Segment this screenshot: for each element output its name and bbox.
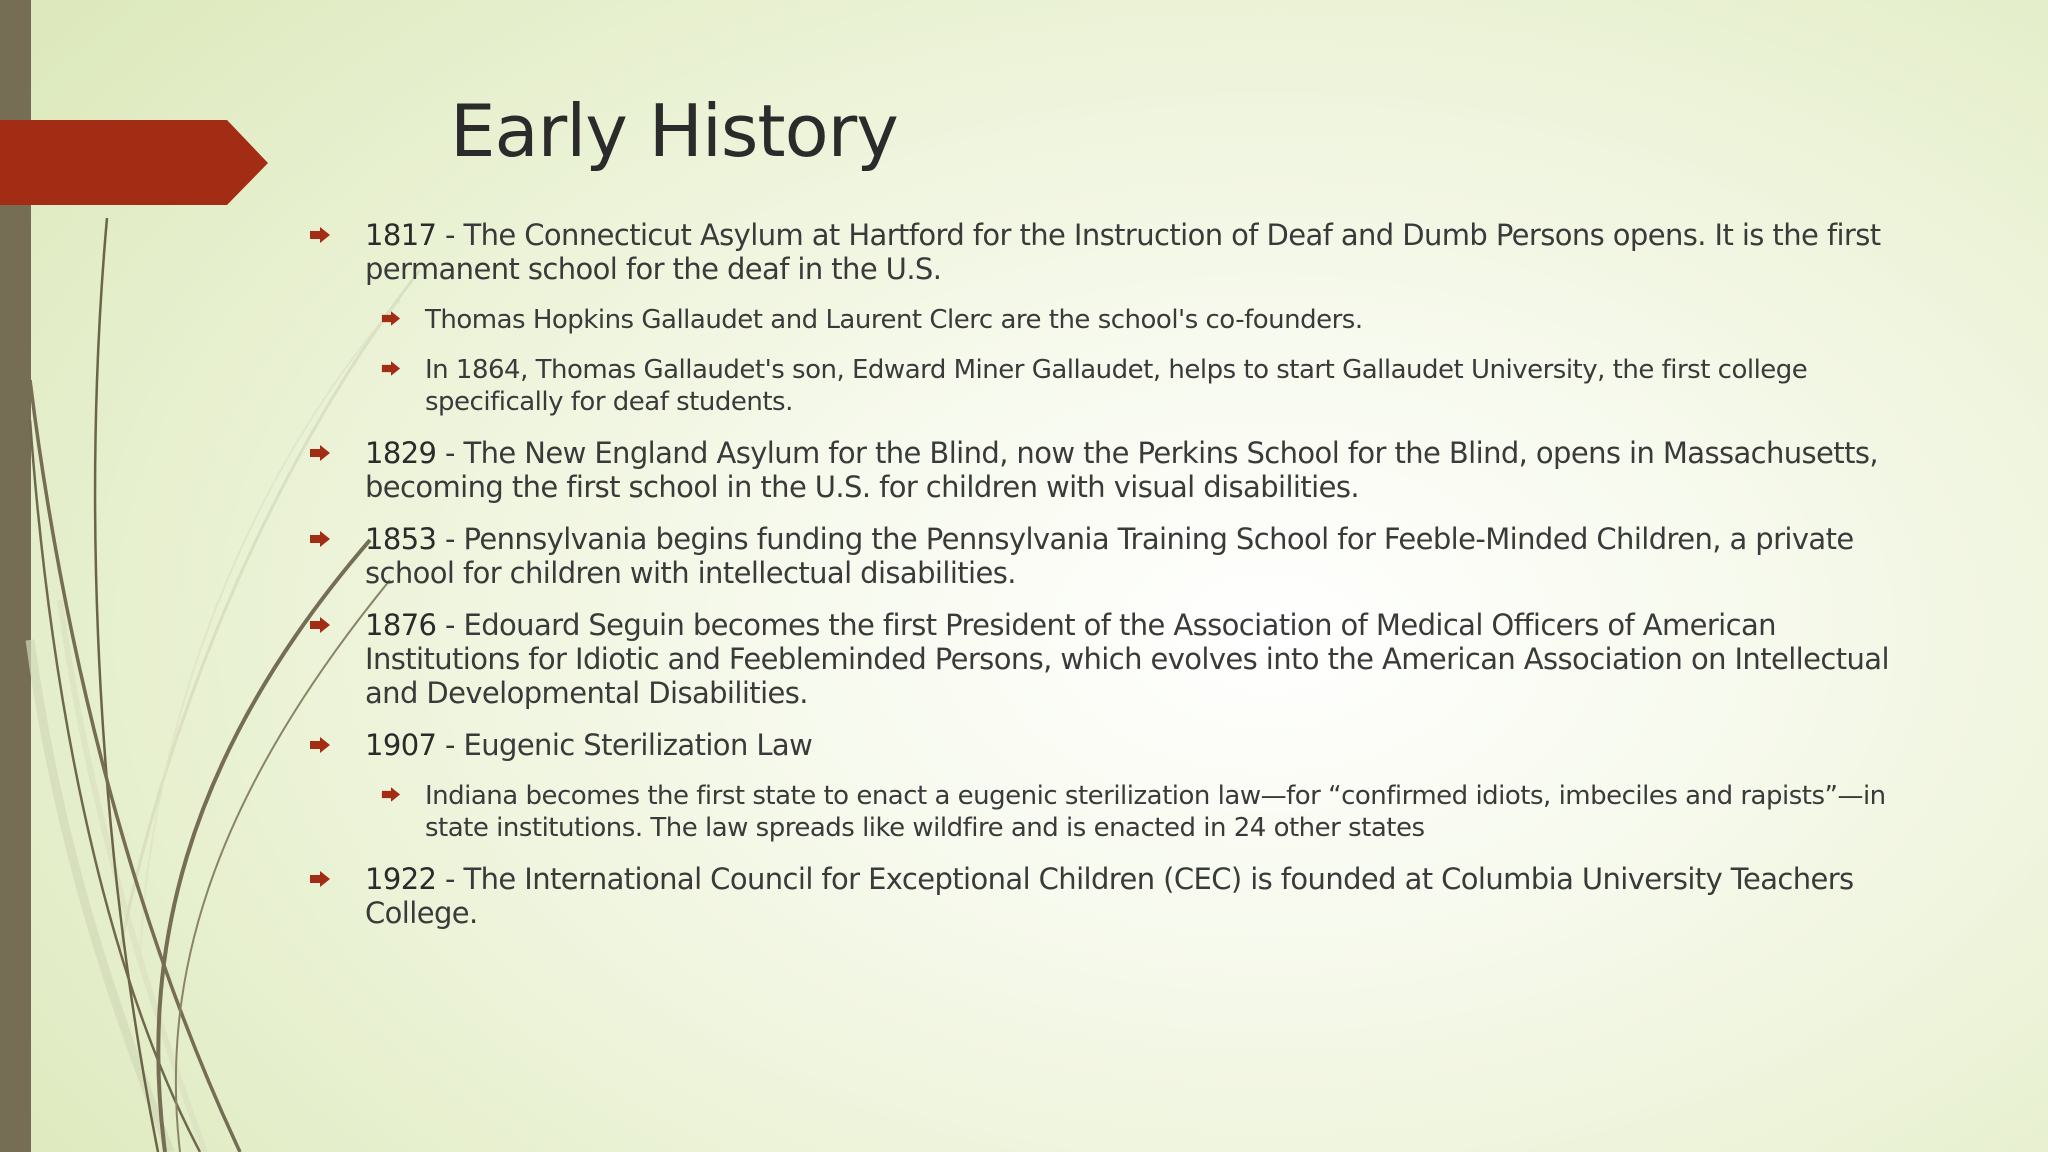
bullet-year: 1922	[365, 862, 437, 896]
bullet-item-1907	[305, 728, 1915, 762]
bullet-text: - Pennsylvania begins funding the Pennsylvania Training School for Feeble-Minded Children, a private school for children with intellectual disabilities.	[365, 522, 1854, 590]
arrow-right-bullet-icon	[309, 445, 331, 461]
bullet-text: - The New England Asylum for the Blind, now the Perkins School for the Blind, opens in Massachusetts, becoming the first school in the U.S. for children with visual disabilities.	[365, 436, 1878, 504]
bullet-text: - Eugenic Sterilization Law	[436, 728, 813, 762]
sub-bullet-text: Indiana becomes the first state to enact a eugenic sterilization law—for “confirmed idiots, imbeciles and rapists”—in state institutions. The law spreads like wildfire and is enacted in 24 other states	[425, 781, 1886, 843]
sub-bullet-item	[373, 780, 1915, 844]
bullet-year: 1907	[365, 728, 437, 762]
bullet-item-1876	[305, 608, 1915, 710]
sub-bullet-text: In 1864, Thomas Gallaudet's son, Edward Miner Gallaudet, helps to start Gallaudet University, the first college specifically for deaf students.	[425, 355, 1808, 417]
bullet-year: 1829	[365, 436, 437, 470]
arrow-right-bullet-icon	[381, 787, 401, 802]
bullet-year: 1853	[365, 522, 437, 556]
arrow-right-bullet-icon	[309, 737, 331, 753]
bullet-list	[305, 218, 1915, 948]
title-arrow-banner	[0, 120, 268, 205]
bullet-year: 1817	[365, 218, 437, 252]
sub-bullet-text: Thomas Hopkins Gallaudet and Laurent Clerc are the school's co-founders.	[425, 305, 1363, 335]
sub-bullet-item	[373, 354, 1915, 418]
slide-title: Early History	[450, 89, 898, 173]
bullet-item-1817	[305, 218, 1915, 286]
arrow-right-bullet-icon	[309, 227, 331, 243]
arrow-right-bullet-icon	[381, 311, 401, 326]
arrow-right-bullet-icon	[309, 531, 331, 547]
bullet-text: - The Connecticut Asylum at Hartford for the Instruction of Deaf and Dumb Persons opens. It is the first permanent school for the deaf in the U.S.	[365, 218, 1881, 286]
sidebar-stripe	[0, 0, 31, 1152]
arrow-right-bullet-icon	[309, 617, 331, 633]
sub-bullet-item	[373, 304, 1915, 336]
bullet-year: 1876	[365, 608, 437, 642]
bullet-text: - The International Council for Exceptional Children (CEC) is founded at Columbia University Teachers College.	[365, 862, 1854, 930]
arrow-right-bullet-icon	[309, 871, 331, 887]
arrow-right-bullet-icon	[381, 361, 401, 376]
bullet-text: - Edouard Seguin becomes the first President of the Association of Medical Officers of American Institutions for Idiotic and Feebleminded Persons, which evolves into the American Association on Intellectual and Developmental Disabilities.	[365, 608, 1889, 710]
bullet-item-1922	[305, 862, 1915, 930]
bullet-item-1829	[305, 436, 1915, 504]
bullet-item-1853	[305, 522, 1915, 590]
